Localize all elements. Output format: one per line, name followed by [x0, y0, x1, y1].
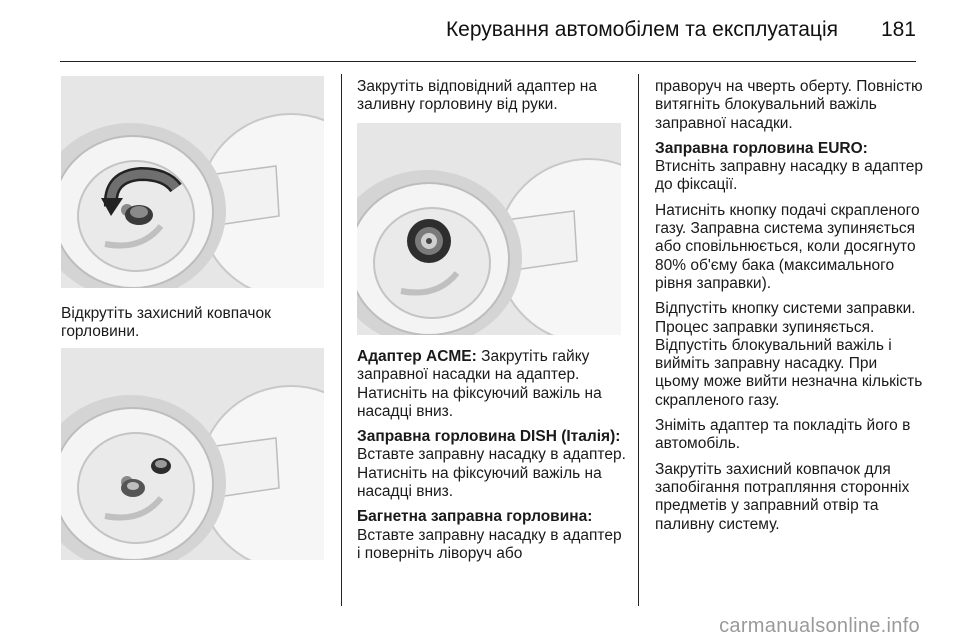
dish-text: Вставте заправну насадку в адаптер. Натисніть на фіксуючий важіль на насадці вниз. — [357, 446, 626, 501]
fuel-filler-illustration-2 — [61, 348, 324, 560]
column2-instructions — [357, 348, 627, 570]
column-divider-1 — [341, 74, 342, 606]
dish-heading: Заправна горловина DISH (Італія): — [357, 428, 621, 446]
fuel-filler-illustration-1 — [61, 76, 324, 288]
intro-paragraph — [357, 78, 622, 122]
caption-text-1: Відкрутіть захисний ковпачок горловини. — [61, 305, 271, 341]
page-title: Керування автомобілем та експлуатація — [445, 18, 838, 41]
page-number: 181 — [880, 18, 916, 41]
fuel-filler-illustration-3 — [357, 123, 621, 335]
figure-remove-cap — [61, 76, 324, 288]
acme-text: Закрутіть гайку заправної насадки на адаптер. Натисніть на фіксуючий важіль на насадці вниз. — [357, 348, 602, 420]
column-divider-2 — [638, 74, 639, 606]
remove-adapter-paragraph: Зніміть адаптер та покладіть його в автомобіль. — [655, 417, 911, 453]
adapter-center — [426, 238, 432, 244]
close-cap-paragraph: Закрутіть захисний ковпачок для запобігання потрапляння сторонніх предметів у заправний отвір та паливну систему. — [655, 460, 910, 533]
acme-heading: Адаптер ACME: — [357, 348, 477, 365]
euro-heading: Заправна горловина EURO: — [655, 139, 868, 157]
euro-paragraph — [655, 140, 925, 195]
intro-text: Закрутіть відповідний адаптер на заливну горловину від руки. — [357, 78, 597, 114]
refuel-paragraph: Натисніть кнопку подачі скрапленого газу. Заправна система зупиняється або сповільнюється, коли досягнуто 80% об'єму бака (максимального рівня заправки). — [655, 201, 920, 292]
watermark: carmanualsonline.info — [719, 615, 920, 637]
bayonet-text: Вставте заправну насадку в адаптер і поверніть ліворуч або — [357, 526, 622, 562]
removed-cap-top — [155, 460, 167, 468]
cap-top — [130, 206, 148, 218]
bayonet-heading: Багнетна заправна горловина: — [357, 508, 593, 526]
release-paragraph: Відпустіть кнопку системи заправки. Процес заправки зупиняється. Відпустіть блокувальний важіль і вийміть заправну насадку. При цьому може вийти незначна кількість скрапленого газу. — [655, 300, 923, 409]
figure-cap-removed — [61, 348, 324, 560]
figure-adapter-mounted — [357, 123, 621, 335]
acme-paragraph — [357, 348, 627, 421]
caption-remove-cap — [61, 305, 323, 349]
header-divider — [60, 61, 916, 62]
inlet-valve — [127, 482, 139, 490]
dish-paragraph — [357, 428, 627, 501]
euro-text: Втисніть заправну насадку в адаптер до фіксації. — [655, 158, 924, 194]
continuation-paragraph: праворуч на чверть оберту. Повністю витягніть блокувальний важіль заправної насадки. — [655, 78, 923, 132]
bayonet-paragraph — [357, 508, 627, 563]
column3-instructions — [655, 78, 925, 541]
